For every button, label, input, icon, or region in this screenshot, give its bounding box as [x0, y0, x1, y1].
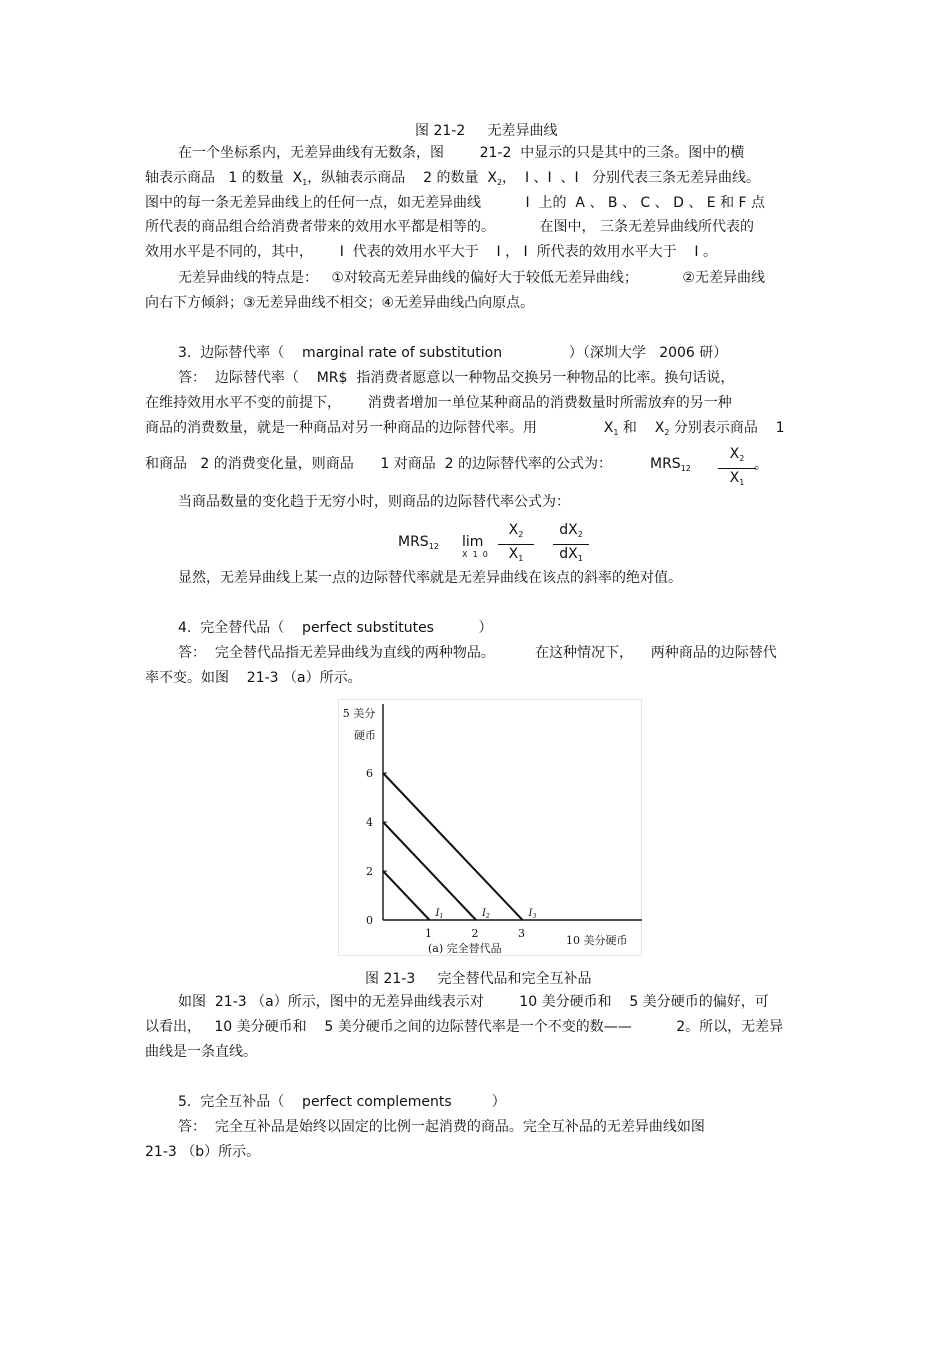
para1-line2 — [145, 169, 760, 192]
para1-line2-c: ， Ⅰ 、Ⅰ 、Ⅰ 分别代表三条无差异曲线。 — [502, 170, 761, 186]
para2-line1: 无差异曲线的特点是： ①对较高无差异曲线的偏好大于较低无差异曲线； ②无差异曲线 — [178, 270, 765, 286]
sec5-line2: 21-3 （b）所示。 — [145, 1144, 261, 1160]
fraction-numerator: $dX_2$ — [553, 522, 589, 545]
section-3-title: 3. 边际替代率（ marginal rate of substitution ）（深圳大学 2006 研） — [178, 345, 728, 361]
fraction-numerator: $X_2$ — [498, 522, 534, 545]
para-after-line2: 以看出， 10 美分硬币和 5 美分硬币之间的边际替代率是一个不变的数—— 2。所以，无差异 — [145, 1019, 784, 1035]
mrs-formula-1-label — [650, 455, 691, 478]
figure-21-2-caption: 图 21-2 无差异曲线 — [415, 123, 558, 139]
curve-label-i1: $I_1$ — [435, 908, 444, 920]
subscript: 12 — [680, 464, 691, 473]
chart-border — [339, 700, 642, 956]
perfect-substitutes-chart — [338, 699, 642, 956]
sec3-line3-b: 和 X — [618, 420, 665, 436]
mrs-fraction-1 — [718, 446, 756, 492]
sec4-line2: 率不变。如图 21-3 （a）所示。 — [145, 670, 362, 686]
fraction-denominator: $X_1$ — [729, 470, 745, 487]
para2-line2: 向右下方倾斜；③无差异曲线不相交；④无差异曲线凸向原点。 — [145, 295, 535, 311]
para1-line1: 在一个坐标系内，无差异曲线有无数条，图 21-2 中显示的只是其中的三条。图中的横 — [178, 145, 745, 161]
y-tick-label: 0 — [366, 914, 373, 927]
para1-line2-b: ，纵轴表示商品 2 的数量 X — [307, 170, 497, 186]
curve-label-i2: $I_2$ — [482, 908, 490, 920]
lim-subscript: X 1 0 — [462, 550, 488, 559]
para1-line2-a: 轴表示商品 1 的数量 X — [145, 170, 303, 186]
mrs-formula-2-label — [398, 533, 439, 556]
sec4-line1: 答： 完全替代品指无差异曲线为直线的两种物品。 在这种情况下， 两种商品的边际替代 — [178, 645, 777, 661]
curve-label-subscript: 3 — [532, 913, 537, 920]
x-axis-label: 10 美分硬币 — [566, 934, 628, 947]
subscript: 1 — [302, 178, 308, 187]
para1-line3: 图中的每一条无差异曲线上的任何一点，如无差异曲线 Ⅰ 上的 A 、 B 、 C 、 D 、 E 和 F 点 — [145, 195, 766, 211]
y-axis-label-line1: 5 美分 — [342, 707, 376, 720]
x-tick-label: 1 — [425, 927, 432, 940]
subscript: 1 — [613, 428, 619, 437]
section-5-title: 5. 完全互补品（ perfect complements ） — [178, 1094, 506, 1110]
curve-label-subscript: 2 — [485, 913, 490, 920]
y-tick-label: 4 — [366, 816, 373, 829]
curve-label-i3: $I_3$ — [528, 908, 537, 920]
fraction-denominator: $dX_1$ — [559, 546, 583, 563]
sec5-line1: 答： 完全互补品是始终以固定的比例一起消费的商品。完全互补品的无差异曲线如图 — [178, 1119, 705, 1135]
para1-line5: 效用水平是不同的，其中， Ⅰ 代表的效用水平大于 Ⅰ ， Ⅰ 所代表的效用水平大于 Ⅰ 。 — [145, 244, 717, 260]
sec3-line3 — [145, 419, 785, 442]
sec3-line3-a: 商品的消费数量，就是一种商品对另一种商品的边际替代率。用 X — [145, 420, 614, 436]
curve-label-subscript: 1 — [439, 913, 444, 920]
para1-line4: 所代表的商品组合给消费者带来的效用水平都是相等的。 在图中， 三条无差异曲线所代表的 — [145, 219, 754, 235]
figure-21-3-caption: 图 21-3 完全替代品和完全互补品 — [365, 971, 592, 987]
mrs-symbol: MRS — [398, 534, 429, 550]
x-tick-label: 3 — [518, 927, 525, 940]
chart-title: (a) 完全替代品 — [428, 942, 502, 955]
subscript: 2 — [664, 428, 670, 437]
x-tick-label: 2 — [471, 927, 479, 940]
sec3-line2: 在维持效用水平不变的前提下， 消费者增加一单位某种商品的消费数量时所需放弃的另一种 — [145, 395, 732, 411]
mrs-fraction-3 — [553, 522, 589, 568]
mrs-symbol: MRS — [650, 456, 681, 472]
fraction-denominator: $X_1$ — [508, 546, 524, 563]
formula-1-period: 。 — [754, 457, 768, 473]
para-after-line1: 如图 21-3 （a）所示，图中的无差异曲线表示对 10 美分硬币和 5 美分硬币的偏好，可 — [178, 994, 769, 1010]
sec3-line3-c: 分别表示商品 1 — [669, 420, 785, 436]
sec3-line1: 答： 边际替代率（ MR$ 指消费者愿意以一种物品交换另一种物品的比率。换句话说， — [178, 370, 735, 386]
para-after-line3: 曲线是一条直线。 — [145, 1044, 257, 1060]
lim-operator: lim — [462, 534, 484, 550]
sec3-line4: 和商品 2 的消费变化量，则商品 1 对商品 2 的边际替代率的公式为： — [145, 456, 613, 472]
y-tick-label: 2 — [366, 865, 373, 878]
y-tick-label: 6 — [366, 767, 373, 780]
subscript: 2 — [496, 178, 503, 187]
mrs-fraction-2 — [498, 522, 534, 568]
section-4-title: 4. 完全替代品（ perfect substitutes ） — [178, 620, 493, 636]
sec3-line6: 显然，无差异曲线上某一点的边际替代率就是无差异曲线在该点的斜率的绝对值。 — [178, 570, 682, 586]
fraction-numerator: $X_2$ — [718, 446, 756, 469]
sec3-line5: 当商品数量的变化趋于无穷小时，则商品的边际替代率公式为： — [178, 494, 570, 510]
y-axis-label-line2: 硬币 — [354, 729, 376, 742]
subscript: 12 — [428, 542, 439, 551]
